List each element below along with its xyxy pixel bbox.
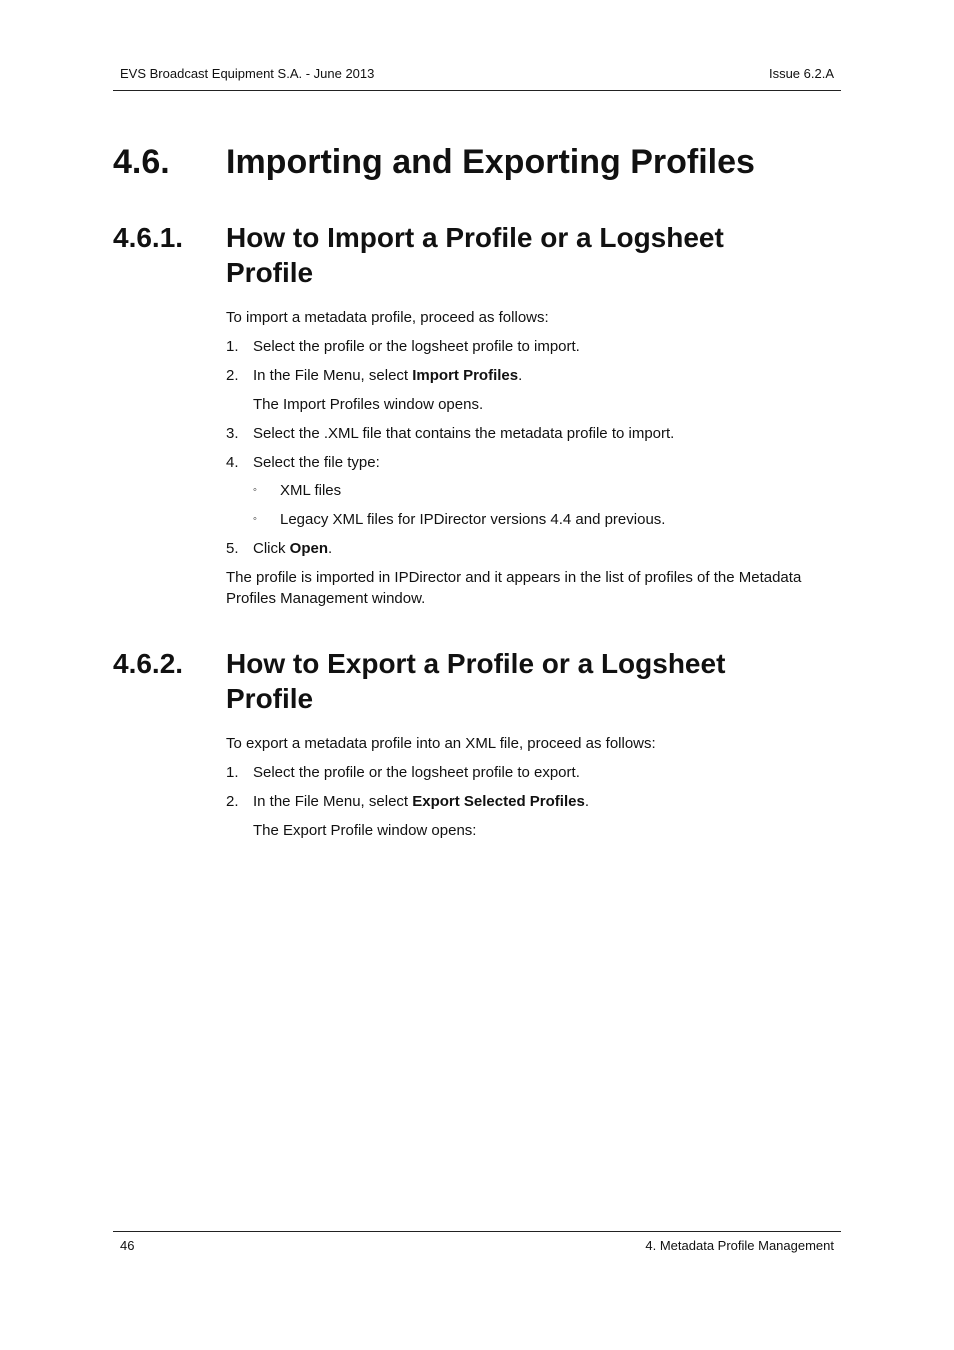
footer-rule — [113, 1231, 841, 1232]
export-selected-profiles-label: Export Selected Profiles — [412, 793, 585, 810]
header-rule — [113, 90, 841, 91]
bullet-icon: ◦ — [253, 484, 257, 496]
page-header-right: Issue 6.2.A — [768, 66, 834, 81]
export-number: 4.6.2. — [113, 648, 184, 679]
export-step-2-result: The Export Profile window opens: — [253, 822, 477, 839]
page-header-left: EVS Broadcast Equipment S.A. - June 2013 — [120, 66, 375, 81]
export-heading — [113, 646, 841, 716]
import-title: How to Import a Profile or a Logsheet Profile — [226, 222, 724, 288]
bullet-icon: ◦ — [253, 513, 257, 525]
import-intro: To import a metadata profile, proceed as follows: — [226, 309, 549, 326]
open-label: Open — [289, 540, 329, 557]
import-number: 4.6.1. — [113, 222, 184, 253]
export-title: How to Export a Profile or a Logsheet Profile — [226, 648, 726, 714]
export-intro: To export a metadata profile into an XML file, proceed as follows: — [226, 735, 656, 752]
import-profiles-label: Import Profiles — [412, 367, 519, 384]
import-heading — [113, 220, 841, 290]
section-number: 4.6. — [113, 143, 170, 181]
import-outro: The profile is imported in IPDirector and it appears in the list of profiles of the Metadata Profiles Management window. — [226, 569, 802, 607]
chapter-title: 4. Metadata Profile Management — [645, 1238, 834, 1253]
section-title: Importing and Exporting Profiles — [226, 143, 755, 181]
page-number: 46 — [120, 1238, 135, 1253]
import-step-2-result: The Import Profiles window opens. — [253, 396, 484, 413]
